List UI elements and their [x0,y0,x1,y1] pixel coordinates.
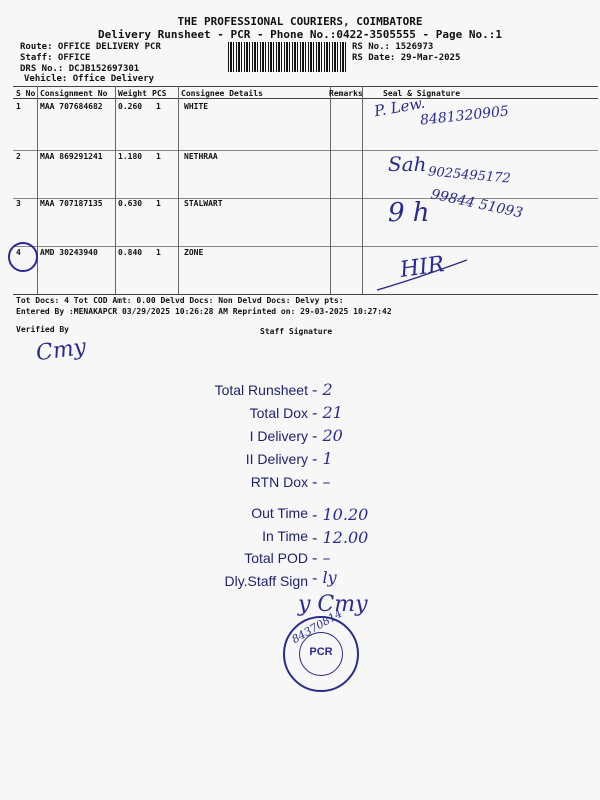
table-row-pcs: 1 [156,152,161,161]
table-row-consignee: WHITE [184,102,209,111]
rs-number: RS No.: 1526973 [352,42,434,52]
col-divider [115,86,116,294]
stamp-center-text: PCR [309,646,333,658]
col-header-consignee: Consignee Details [181,89,263,98]
signature-2: Sah [388,152,427,176]
circle-mark [8,242,38,272]
signature-4: HIR [398,252,446,283]
summary-value: - – [312,548,331,567]
col-divider [178,86,179,294]
signature-4-stroke [372,250,472,295]
table-row-pcs: 1 [156,248,161,257]
col-header-pcs: PCS [152,89,167,98]
signature-3: 9 h [388,198,430,228]
summary-label: RTN Dox [250,474,308,490]
col-header-remarks: Remarks [329,89,363,98]
staff-signature-label: Staff Signature [260,327,333,336]
summary-value: - 20 [312,426,343,445]
table-row-consignment: MAA 869291241 [40,152,103,161]
summary-label: Total POD [244,550,308,566]
table-row-consignment: MAA 707684682 [40,102,103,111]
table-row-pcs: 1 [156,102,161,111]
company-title: THE PROFESSIONAL COURIERS, COIMBATORE [177,15,423,28]
row-divider [13,150,598,151]
signature-1-phone: 8481320905 [419,103,510,129]
table-top-line [13,86,598,87]
totals-line: Tot Docs: 4 Tot COD Amt: 0.00 Delvd Docs: Non Delvd Docs: Delvy pts: [16,296,344,305]
table-bottom-line [13,294,598,295]
summary-value: - 2 [312,380,333,399]
table-row-consignee: NETHRAA [184,152,218,161]
summary-value: - 1 [312,449,333,468]
table-row-sno: 1 [16,102,21,111]
table-row-weight: 0.840 [118,248,143,257]
signature-2-phone: 9025495172 [427,164,512,187]
table-row-sno: 2 [16,152,21,161]
col-divider [362,86,363,294]
summary-value: - 21 [312,403,343,422]
table-row-consignment: MAA 707187135 [40,199,103,208]
summary-label: Total Dox [249,405,308,421]
col-header-sno: S No [16,89,36,98]
stamp-number: 84370814 [289,606,345,647]
courier-stamp [283,606,359,692]
drs-number: DRS No.: DCJB152697301 [20,64,140,74]
summary-label: In Time [262,528,308,544]
verified-signature: Cmy [34,334,88,367]
summary-label: Out Time [251,505,308,521]
col-divider [330,86,331,294]
table-header-line [13,98,598,99]
table-row-pcs: 1 [156,199,161,208]
vehicle-label: Vehicle: Office Delivery [24,74,155,84]
col-header-consignment: Consignment No [40,89,108,98]
route-label: Route: OFFICE DELIVERY PCR [20,42,161,52]
summary-value: - – [312,472,331,491]
signature-3-phone: 99844 51093 [429,186,525,222]
table-row-consignment: AMD 30243940 [40,248,98,257]
table-row-consignee: STALWART [184,199,223,208]
rs-date: RS Date: 29-Mar-2025 [352,53,461,63]
entered-by-line: Entered By :MENAKAPCR 03/29/2025 10:26:28 AM Reprinted on: 29-03-2025 10:27:42 [16,307,392,316]
verified-by-label: Verified By [16,325,69,334]
summary-value: - ly [312,568,337,587]
col-header-weight: Weight [118,89,147,98]
summary-label: II Delivery [245,451,308,467]
col-divider [37,86,38,294]
row-divider [13,246,598,247]
table-row-weight: 0.260 [118,102,143,111]
table-row-sno: 3 [16,199,21,208]
barcode-image [228,42,346,72]
table-row-weight: 0.630 [118,199,143,208]
col-header-seal: Seal & Signature [383,89,461,98]
summary-value: - 10.20 [312,505,369,524]
table-row-sno: 4 [16,248,21,257]
summary-value: - 12.00 [312,528,369,547]
runsheet-subtitle: Delivery Runsheet - PCR - Phone No.:0422-3505555 - Page No.:1 [98,28,502,41]
final-signature: y Cmy [298,592,368,617]
table-row-weight: 1.180 [118,152,143,161]
summary-label: Dly.Staff Sign [224,573,308,589]
summary-label: Total Runsheet [214,382,308,398]
table-row-consignee: ZONE [184,248,204,257]
staff-label: Staff: OFFICE [20,53,91,63]
summary-label: I Delivery [249,428,308,444]
signature-1: P. Lew. [372,93,427,121]
